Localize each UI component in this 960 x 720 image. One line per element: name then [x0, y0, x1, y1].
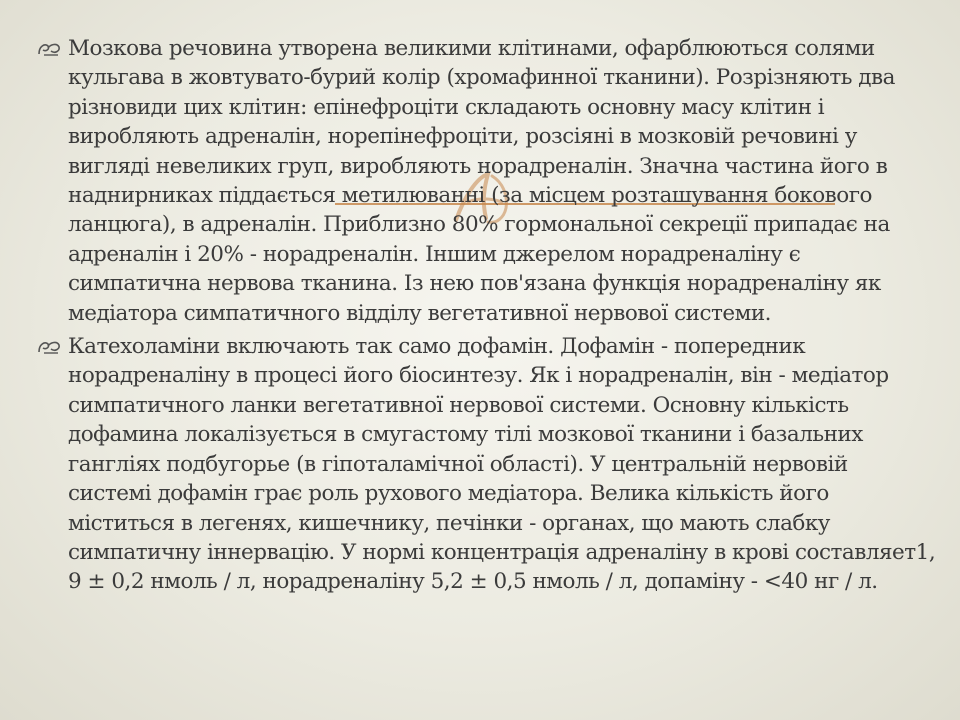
fleuron-bullet-icon — [36, 40, 62, 58]
bullet-list — [36, 34, 936, 601]
bullet-text: Мозкова речовина утворена великими клітинами, офарблюються солями кульгава в жовтувато-бурий колір (хромафинної тканини). Розрізняють два різновиди цих клітин: епінефроціти складають основну масу клітин і виробляють адреналін, норепінефроціти, розсіяні в мозковій речовині у вигляді невеликих груп, виробляють норадреналін. Значна частина його в наднирниках піддається метилюванні (за місцем розташування бокового ланцюга), в адреналін. Приблизно 80% гормональної секреції припадає на адреналін і 20% - норадреналін. Іншим джерелом норадреналіну є симпатична нервова тканина. Із нею пов'язана функція норадреналіну як медіатора симпатичного відділу вегетативної нервової системи. — [68, 36, 895, 326]
bullet-text: Катехоламіни включають так само дофамін. Дофамін - попередник норадреналіну в процесі його біосинтезу. Як і норадреналін, він - медіатор симпатичного ланки вегетативної нервової системи. Основну кількість дофамина локалізується в смугастому тілі мозкової тканини і базальних гангліях подбугорье (в гіпоталамічної області). У центральній нервовій системі дофамін грає роль рухового медіатора. Велика кількість його міститься в легенях, кишечнику, печінки - органах, що мають слабку симпатичну іннервацію. У нормі концентрація адреналіну в крові составляет1, 9 ± 0,2 нмоль / л, норадреналіну 5,2 ± 0,5 нмоль / л, допаміну - <40 нг / л. — [68, 334, 936, 595]
bullet-item-2 — [36, 332, 936, 597]
bullet-item-1 — [36, 34, 936, 328]
fleuron-bullet-icon — [36, 338, 62, 356]
